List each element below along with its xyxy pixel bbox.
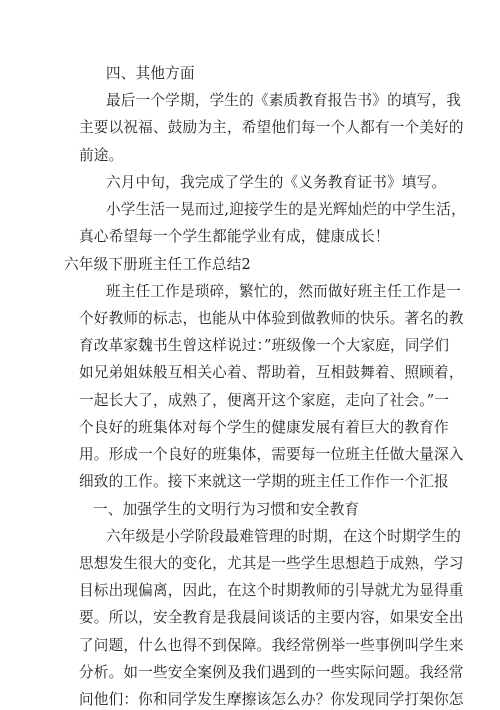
paragraph-line: 细致的工作。接下来就这一学期的班主任工作作一个汇报 <box>79 473 449 491</box>
paragraph-line: 育改革家魏书生曾这样说过：”班级像一个大家庭，同学们 <box>79 337 450 355</box>
paragraph-line: 个好教师的标志，也能从中体验到做教师的快乐。著名的教 <box>79 310 464 327</box>
article-title: 六年级下册班主任工作总结2 <box>64 255 252 273</box>
paragraph-line: 用。形成一个良好的班集体，需要每一位班主任做大量深入 <box>79 446 464 463</box>
paragraph-line: 六年级是小学阶段最难管理的时期，在这个时期学生的 <box>106 527 462 545</box>
paragraph-line: 个良好的班集体对每个学生的健康发展有着巨大的教育作 <box>79 418 449 436</box>
paragraph-line: 真心希望每一个学生都能学业有成，健康成长！ <box>79 228 390 246</box>
paragraph-line: 六月中旬，我完成了学生的《义务教育证书》填写。 <box>106 173 447 191</box>
paragraph-line: 了问题，什么也得不到保障。我经常例举一些事例叫学生来 <box>79 636 464 654</box>
paragraph-line: 问他们：你和同学发生摩擦该怎么办？你发现同学打架你怎 <box>79 691 464 708</box>
paragraph-line: 一起长大了，成熟了，便离开这个家庭，走向了社会。”一 <box>79 391 450 409</box>
section-heading: 一、加强学生的文明行为习惯和安全教育 <box>93 500 360 518</box>
paragraph-line: 如兄弟姐妹般互相关心着、帮助着，互相鼓舞着、照顾着， <box>79 364 464 382</box>
paragraph-line: 要。所以，安全教育是我晨间谈话的主要内容，如果安全出 <box>79 609 464 627</box>
paragraph-line: 前途。 <box>79 146 124 164</box>
paragraph-line: 目标出现偏离，因此，在这个时期教师的引导就尤为显得重 <box>79 582 464 600</box>
paragraph-line: 思想发生很大的变化，尤其是一些学生思想趋于成熟，学习 <box>79 554 464 572</box>
paragraph-line: 主要以祝福、鼓励为主，希望他们每一个人都有一个美好的 <box>79 119 464 137</box>
section-heading: 四、其他方面 <box>106 65 195 82</box>
paragraph-line: 最后一个学期，学生的《素质教育报告书》的填写，我 <box>106 92 462 110</box>
paragraph-line: 小学生活一晃而过,迎接学生的是光辉灿烂的中学生活， <box>106 201 466 219</box>
paragraph-line: 分析。如一些安全案例及我们遇到的一些实际问题。我经常 <box>79 663 464 681</box>
paragraph-line: 班主任工作是琐碎，繁忙的，然而做好班主任工作是一 <box>106 282 462 300</box>
